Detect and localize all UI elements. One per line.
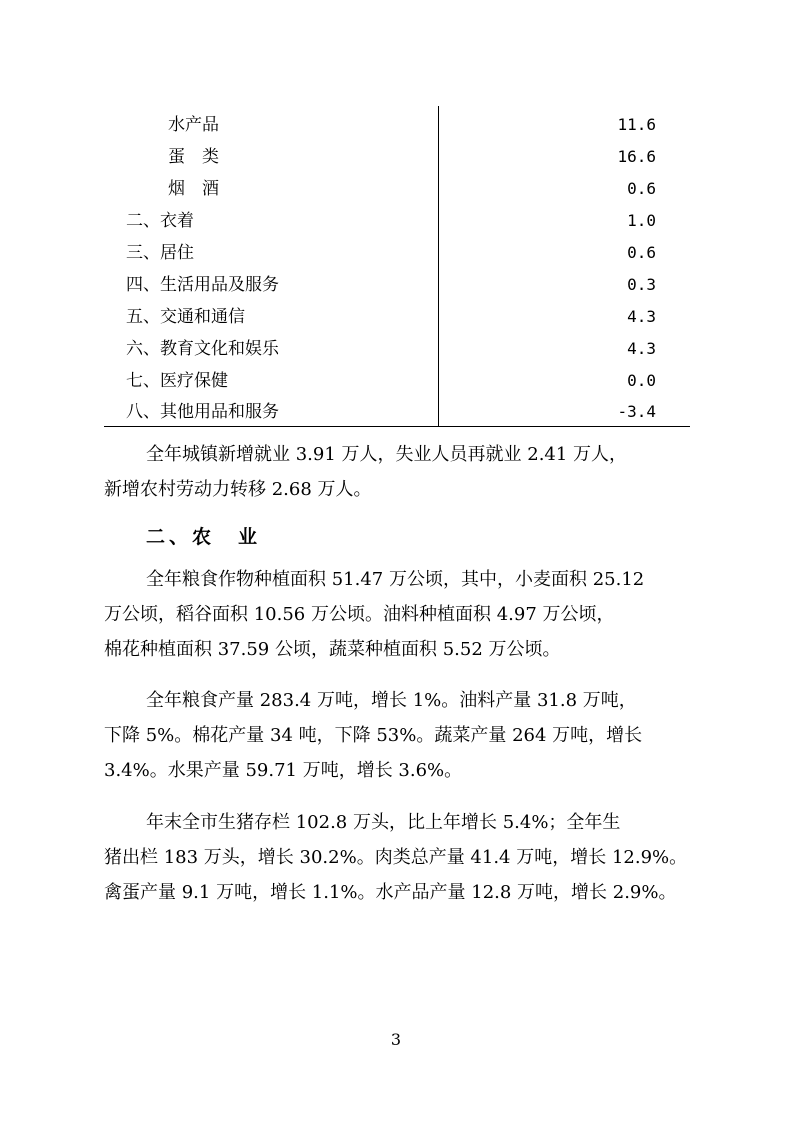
row-label: 三、居住 [126,243,194,263]
row-value: 1.0 [627,211,656,230]
row-value: 0.6 [627,179,656,198]
row-value: -3.4 [617,402,656,421]
paragraph-line: 3.4%。水果产量 59.71 万吨，增长 3.6%。 [104,760,463,781]
employment-paragraph [104,437,692,507]
row-value: 0.3 [627,275,656,294]
paragraph-line: 猪出栏 183 万头，增长 30.2%。肉类总产量 41.4 万吨，增长 12.9%。 [104,847,688,868]
paragraph-line: 棉花种植面积 37.59 公顷，蔬菜种植面积 5.52 万公顷。 [104,639,561,660]
row-value: 0.0 [627,371,656,390]
table-row [104,366,690,396]
table-row [104,142,690,172]
paragraph-line: 全年粮食产量 283.4 万吨，增长 1%。油料产量 31.8 万吨， [146,690,637,711]
row-label: 水产品 [168,115,219,135]
row-label: 烟 酒 [168,179,219,199]
table-row [104,206,690,236]
row-value: 0.6 [627,243,656,262]
paragraph-line: 禽蛋产量 9.1 万吨，增长 1.1%。水产品产量 12.8 万吨，增长 2.9%。 [104,882,677,903]
section-heading: 二、农 业 [146,526,262,548]
paragraph-line: 年末全市生猪存栏 102.8 万头，比上年增长 5.4%；全年生 [146,812,621,833]
paragraph-line: 全年城镇新增就业 3.91 万人，失业人员再就业 2.41 万人， [146,444,628,465]
row-label: 蛋 类 [168,147,219,167]
row-value: 11.6 [617,115,656,134]
row-label: 四、生活用品及服务 [126,275,279,295]
paragraph-line: 新增农村劳动力转移 2.68 万人。 [104,479,372,500]
paragraph-line: 万公顷，稻谷面积 10.56 万公顷。油料种植面积 4.97 万公顷， [104,604,615,625]
table-row [104,397,690,427]
table-row [104,110,690,140]
paragraph-line: 下降 5%。棉花产量 34 吨，下降 53%。蔬菜产量 264 万吨，增长 [104,725,643,746]
row-label: 六、教育文化和娱乐 [126,339,279,359]
table-row [104,302,690,332]
table-row [104,334,690,364]
row-value: 4.3 [627,339,656,358]
livestock-paragraph [104,805,692,910]
row-label: 二、衣着 [126,211,194,231]
row-value: 16.6 [617,147,656,166]
page-number: 3 [390,1030,402,1049]
crop-output-paragraph [104,683,692,788]
row-label: 八、其他用品和服务 [126,402,279,422]
crop-area-paragraph [104,562,692,667]
table-row [104,270,690,300]
table-row [104,174,690,204]
row-label: 五、交通和通信 [126,307,245,327]
table-row [104,238,690,268]
row-value: 4.3 [627,307,656,326]
price-index-table [104,106,690,427]
paragraph-line: 全年粮食作物种植面积 51.47 万公顷，其中，小麦面积 25.12 [146,569,645,590]
row-label: 七、医疗保健 [126,371,228,391]
